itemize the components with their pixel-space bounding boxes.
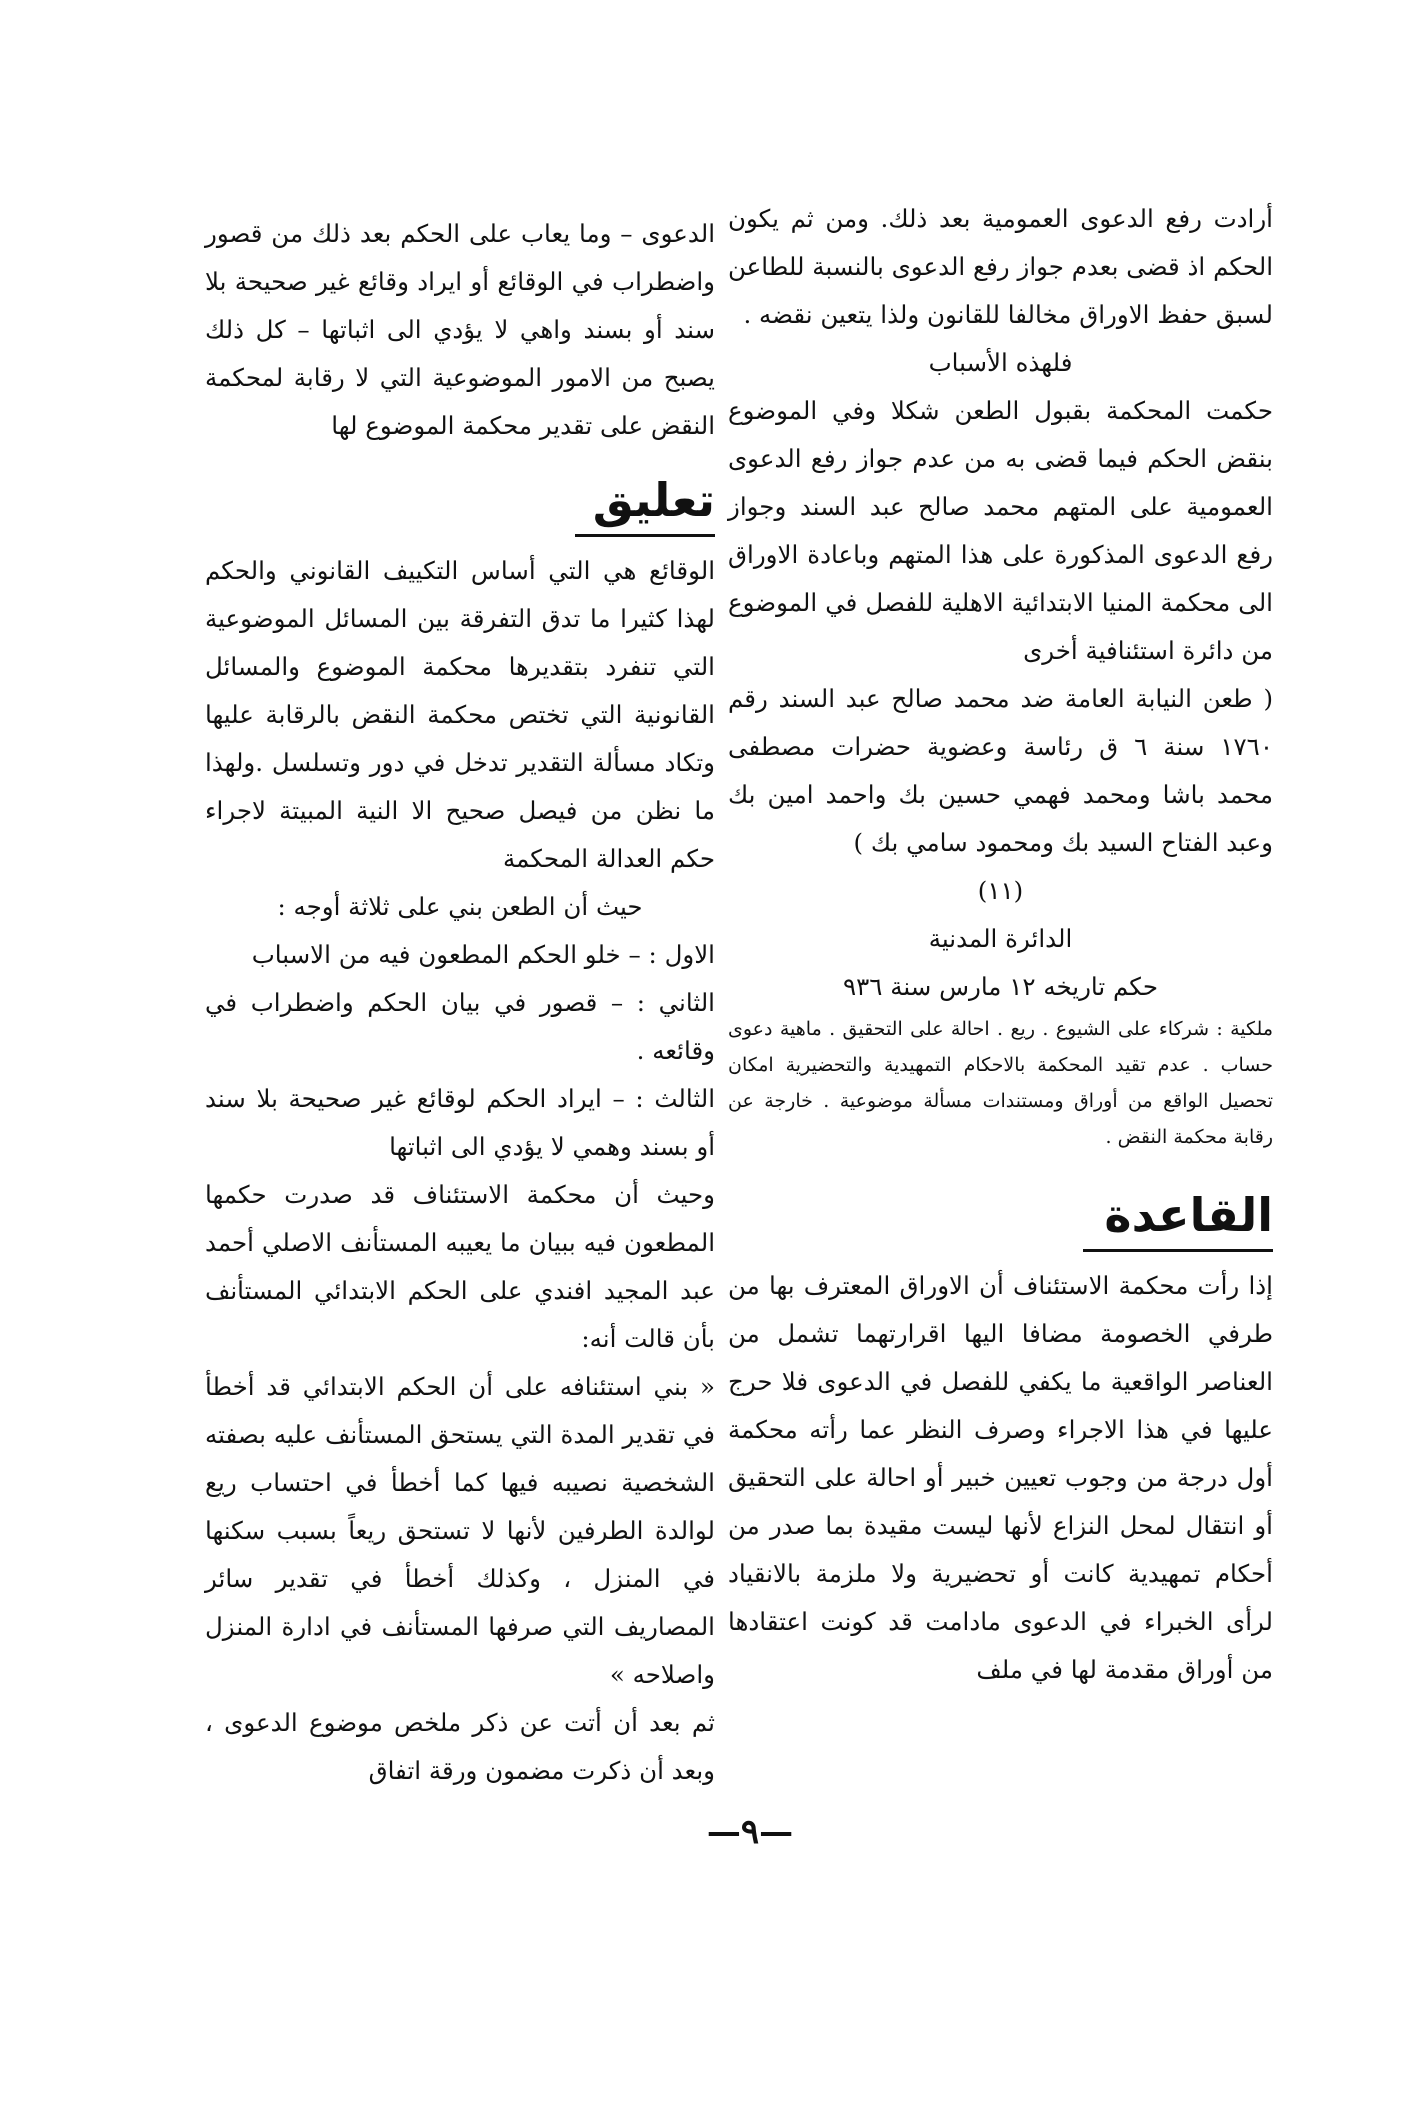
commentary-heading: تعليق <box>592 473 715 527</box>
ground-third: الثالث : – ايراد الحكم لوقائع غير صحيحة بلا سند أو بسند وهمي لا يؤدي الى اثباتها <box>205 1084 715 1161</box>
page-number: —٩— <box>706 1812 794 1852</box>
principle-paragraph: إذا رأت محكمة الاستئناف أن الاوراق المعترف بها من طرفي الخصومة مضافا اليها اقرارتهما تشمل من العناصر الواقعية ما يكفي للفصل في الدعوى فلا حرج عليها في هذا الاجراء وصرف النظر عما رأته محكمة أول درجة من وجوب تعيين خبير أو احالة على التحقيق أو انتقال لمحل النزاع لأنها ليست مقيدة بما صدر من أحكام تمهيدية كانت أو تحضيرية ولا ملزمة بالانقياد لرأى الخبراء في الدعوى مادامت قد كونت اعتقادها من أوراق مقدمة لها في ملف <box>728 1271 1273 1684</box>
appeal-paragraph: وحيث أن محكمة الاستئناف قد صدرت حكمها المطعون فيه ببيان ما يعيبه المستأنف الاصلي أحمد عبد المجيد افندي على الحكم الابتدائي المستأنف بأن قالت أنه: <box>205 1180 715 1353</box>
commentary-heading-rule <box>575 534 715 537</box>
circuit-name: الدائرة المدنية <box>928 924 1073 953</box>
reasons-title: فلهذه الأسباب <box>928 348 1073 377</box>
case-number: (١١) <box>977 876 1024 905</box>
left-column <box>205 210 715 1795</box>
right-opening-paragraph: أرادت رفع الدعوى العمومية بعد ذلك. ومن ثم يكون الحكم اذ قضى بعدم جواز رفع الدعوى بالنسبة للطاعن لسبق حفظ الاوراق مخالفا للقانون ولذا يتعين نقضه . <box>728 204 1273 329</box>
judgment-date: حكم تاريخه ١٢ مارس سنة ٩٣٦ <box>842 972 1158 1001</box>
ground-first: الاول : – خلو الحكم المطعون فيه من الاسباب <box>251 940 715 969</box>
right-column <box>728 195 1273 1694</box>
case-reference: ( طعن النيابة العامة ضد محمد صالح عبد السند رقم ١٧٦٠ سنة ٦ ق رئاسة وعضوية حضرات مصطفى محمد باشا ومحمد فهمي حسين بك واحمد امين بك وعبد الفتاح السيد بك ومحمود سامي بك ) <box>728 684 1273 857</box>
left-closing-paragraph: ثم بعد أن أتت عن ذكر ملخص موضوع الدعوى ، وبعد أن ذكرت مضمون ورقة اتفاق <box>205 1708 715 1785</box>
ground-second: الثاني : – قصور في بيان الحكم واضطراب في وقائعه . <box>205 988 715 1065</box>
principle-heading: القاعدة <box>1104 1188 1273 1242</box>
quoted-paragraph: « بني استئنافه على أن الحكم الابتدائي قد أخطأ في تقدير المدة التي يستحق المستأنف عليه بصفته الشخصية نصيبه فيها كما أخطأ في احتساب ريع لوالدة الطرفين لأنها لا تستحق ريعاً بسبب سكنها في المنزل ، وكذلك أخطأ في تقدير سائر المصاريف التي صرفها المستأنف في ادارة المنزل واصلاحه » <box>205 1372 715 1689</box>
grounds-intro: حيث أن الطعن بني على ثلاثة أوجه : <box>277 892 643 921</box>
case-summary: ملكية : شركاء على الشيوع . ريع . احالة على التحقيق . ماهية دعوى حساب . عدم تقيد المحكمة بالاحكام التمهيدية والتحضيرية امكان تحصيل الواقع من أوراق ومستندات مسألة موضوعية . خارجة عن رقابة محكمة النقض . <box>728 1018 1273 1148</box>
principle-heading-rule <box>1083 1249 1273 1252</box>
ruling-paragraph: حكمت المحكمة بقبول الطعن شكلا وفي الموضوع بنقض الحكم فيما قضى به من عدم جواز رفع الدعوى العمومية على المتهم محمد صالح عبد السند وجواز رفع الدعوى المذكورة على هذا المتهم وباعادة الاوراق الى محكمة المنيا الابتدائية الاهلية للفصل في الموضوع من دائرة استئنافية أخرى <box>728 396 1273 665</box>
commentary-paragraph: الوقائع هي التي أساس التكييف القانوني والحكم لهذا كثيرا ما تدق التفرقة بين المسائل الموضوعية التي تنفرد بتقديرها محكمة الموضوع والمسائل القانونية التي تختص محكمة النقض بالرقابة عليها وتكاد مسألة التقدير تدخل في دور وتسلسل .ولهذا ما نظن من فيصل صحيح الا النية المبيتة لاجراء حكم العدالة المحكمة <box>205 556 715 873</box>
left-opening-paragraph: الدعوى – وما يعاب على الحكم بعد ذلك من قصور واضطراب في الوقائع أو ايراد وقائع غير صحيحة بلا سند أو بسند واهي لا يؤدي الى اثباتها – كل ذلك يصبح من الامور الموضوعية التي لا رقابة لمحكمة النقض على تقدير محكمة الموضوع لها <box>205 219 715 440</box>
